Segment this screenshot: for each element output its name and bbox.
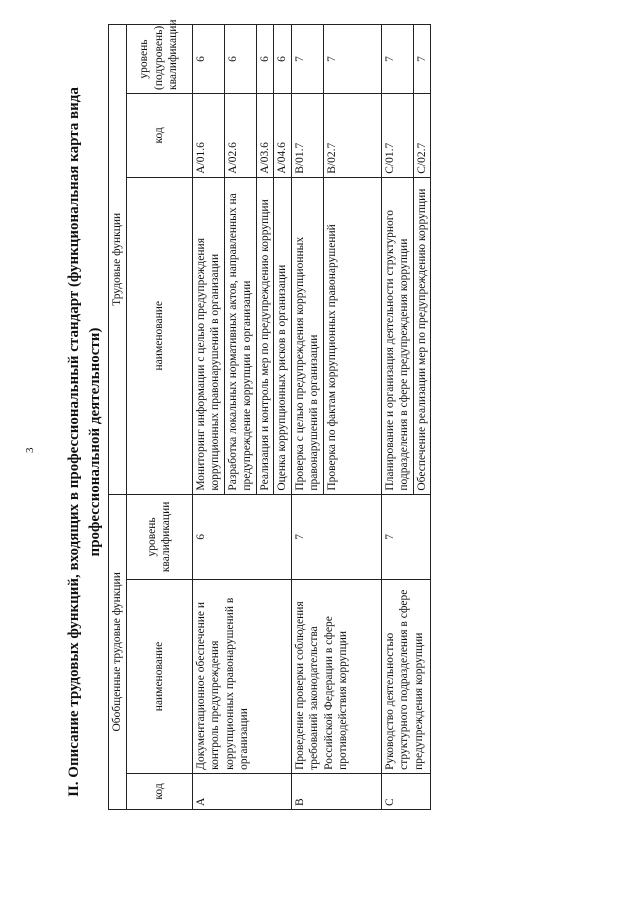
- header-generalized-functions: Обобщенные трудовые функции: [109, 494, 127, 809]
- function-name: Обеспечение реализации мер по предупреждению коррупции: [413, 177, 431, 494]
- header-labor-functions: Трудовые функции: [109, 25, 127, 495]
- group-name: Проведение проверки соблюдения требований законодательства Российской Федерации в сфере противодействия коррупции: [291, 580, 381, 774]
- function-code: A/02.6: [224, 94, 256, 178]
- function-level: 7: [381, 25, 413, 94]
- function-code: A/04.6: [274, 94, 292, 178]
- header-level: уровень квалификации: [126, 494, 192, 579]
- function-name: Мониторинг информации с целью предупреждения коррупционных правонарушений в организации: [192, 177, 224, 494]
- function-code: C/02.7: [413, 94, 431, 178]
- header-tf-level: уровень (подуровень) квалификации: [126, 25, 192, 94]
- function-code: A/03.6: [256, 94, 274, 178]
- table-row: [291, 25, 323, 810]
- table-row: [381, 25, 413, 810]
- function-level: 6: [192, 25, 224, 94]
- function-name: Оценка коррупционных рисков в организации: [274, 177, 292, 494]
- group-name: Руководство деятельностью структурного подразделения в сфере предупреждения коррупции: [381, 580, 431, 774]
- function-code: A/01.6: [192, 94, 224, 178]
- function-level: 6: [256, 25, 274, 94]
- group-level: 7: [291, 494, 381, 579]
- group-name: Документационное обеспечение и контроль предупреждения коррупционных правонарушений в организации: [192, 580, 291, 774]
- function-name: Реализация и контроль мер по предупреждению коррупции: [256, 177, 274, 494]
- group-code: C: [381, 773, 431, 809]
- function-code: B/01.7: [291, 94, 323, 178]
- header-tf-name: наименование: [126, 177, 192, 494]
- function-level: 7: [323, 25, 381, 94]
- function-level: 7: [413, 25, 431, 94]
- function-name: Проверка по фактам коррупционных правонарушений: [323, 177, 381, 494]
- header-tf-code: код: [126, 94, 192, 178]
- function-name: Разработка локальных нормативных актов, направленных на предупреждение коррупции в организации: [224, 177, 256, 494]
- group-code: B: [291, 773, 381, 809]
- header-code: код: [126, 773, 192, 809]
- table-row: [192, 25, 224, 810]
- function-level: 7: [291, 25, 323, 94]
- header-name: наименование: [126, 580, 192, 774]
- document-title: II. Описание трудовых функций, входящих в профессиональный стандарт (функциональная карта вида профессиональной деятельности): [66, 87, 103, 797]
- group-level: 7: [381, 494, 431, 579]
- group-level: 6: [192, 494, 291, 579]
- function-name: Планирование и организация деятельности структурного подразделения в сфере предупреждения коррупции: [381, 177, 413, 494]
- functional-map-table: [108, 19, 431, 810]
- function-level: 6: [224, 25, 256, 94]
- function-name: Проверка с целью предупреждения коррупционных правонарушений в организации: [291, 177, 323, 494]
- function-code: B/02.7: [323, 94, 381, 178]
- function-level: 6: [274, 25, 292, 94]
- page-number: 3: [24, 447, 36, 453]
- function-code: C/01.7: [381, 94, 413, 178]
- header-row-2: [126, 25, 192, 810]
- group-code: A: [192, 773, 291, 809]
- header-row-1: [109, 25, 127, 810]
